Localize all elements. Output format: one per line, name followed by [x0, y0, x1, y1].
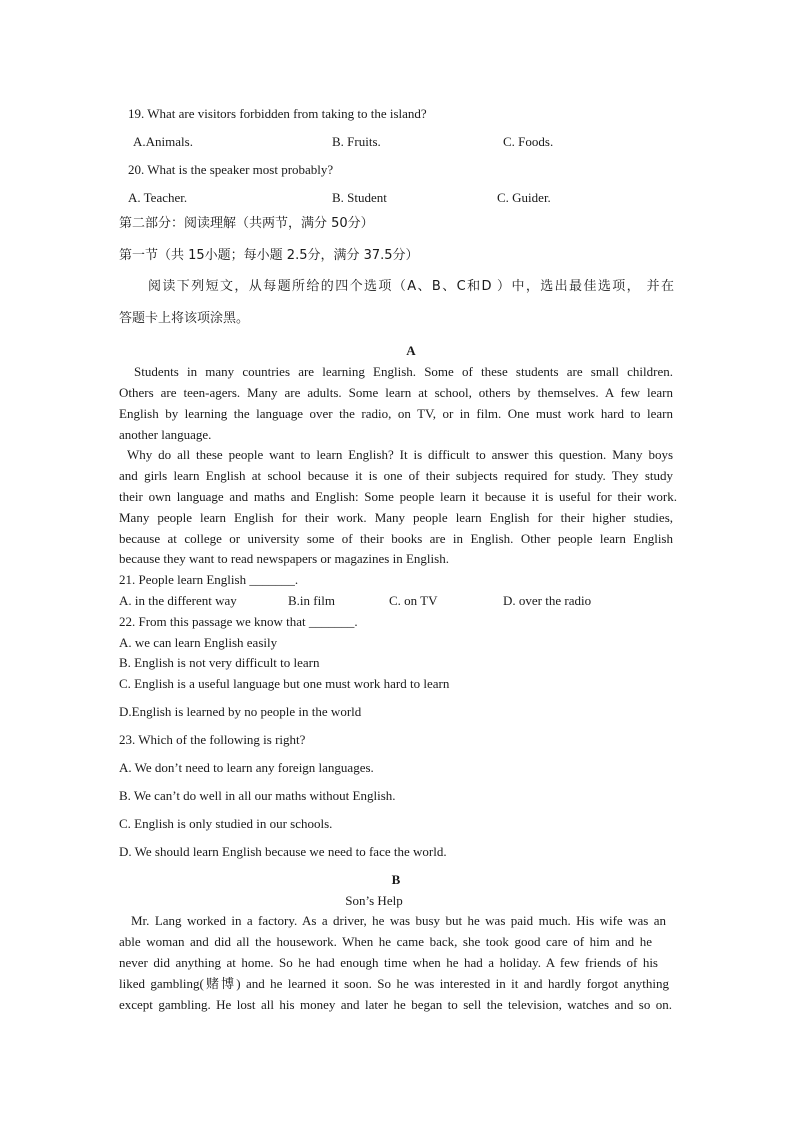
passage-a-line: because at college or university some of their books are in English. Other people learn English — [119, 531, 673, 546]
passage-a-line: English by learning the language over the radio, on TV, or in film. One must work hard to learn — [119, 406, 673, 421]
q21-option-d: D. over the radio — [503, 593, 592, 608]
passage-b-line: never did anything at home. So he had enough time when he had a holiday. A few friends of his — [119, 955, 658, 970]
passage-a-letter: A — [406, 343, 416, 358]
passage-b-line: liked gambling(赌博) and he learned it soon. So he was interested in it and hardly forgot anything — [119, 976, 669, 991]
passage-a-line: Students in many countries are learning English. Some of these students are small children. — [134, 364, 673, 379]
passage-a-line: Many people learn English for their work. Many people learn English for their higher studies, — [119, 510, 673, 525]
passage-a-line: their own language and maths and English: Some people learn it because it is useful for their work. — [119, 489, 677, 504]
q22-option-d: D.English is learned by no people in the world — [119, 704, 362, 719]
q20-option-b: B. Student — [332, 190, 387, 205]
question-21: 21. People learn English _______. — [119, 572, 299, 587]
reading-instruction-line-1: 阅读下列短文，从每题所给的四个选项（A、B、C和D ）中，选出最佳选项， 并在 — [148, 279, 674, 294]
passage-a-line: Why do all these people want to learn English? It is difficult to answer this question. Many boys — [127, 447, 673, 462]
passage-a-line: because they want to read newspapers or magazines in English. — [119, 551, 449, 566]
question-20: 20. What is the speaker most probably? — [128, 162, 334, 177]
q21-option-c: C. on TV — [389, 593, 438, 608]
passage-a-line: and girls learn English at school because it is one of their subjects required for study. They study — [119, 468, 673, 483]
passage-a-line: another language. — [119, 427, 212, 442]
section-2-title: 第二部分：阅读理解（共两节，满分 50分） — [119, 216, 374, 231]
question-22: 22. From this passage we know that _______. — [119, 614, 358, 629]
q22-option-a: A. we can learn English easily — [119, 635, 278, 650]
passage-b-line: except gambling. He lost all his money and later he began to sell the television, watches and so on. — [119, 997, 672, 1012]
q19-option-c: C. Foods. — [503, 134, 554, 149]
q21-option-a: A. in the different way — [119, 593, 237, 608]
q21-option-b: B.in film — [288, 593, 335, 608]
reading-instruction-line-2: 答题卡上将该项涂黑。 — [119, 311, 250, 326]
passage-a-line: Others are teen-agers. Many are adults. Some learn at school, others by themselves. A few learn — [119, 385, 673, 400]
q19-option-b: B. Fruits. — [332, 134, 381, 149]
q22-option-b: B. English is not very difficult to learn — [119, 655, 320, 670]
q23-option-a: A. We don’t need to learn any foreign languages. — [119, 760, 374, 775]
passage-b-title: Son’s Help — [345, 893, 403, 908]
q23-option-b: B. We can’t do well in all our maths without English. — [119, 788, 396, 803]
question-23: 23. Which of the following is right? — [119, 732, 306, 747]
passage-b-line: Mr. Lang worked in a factory. As a driver, he was busy but he was paid much. His wife was an — [131, 913, 666, 928]
q19-option-a: A.Animals. — [133, 134, 193, 149]
q23-option-c: C. English is only studied in our schools. — [119, 816, 333, 831]
section-2-subtitle: 第一节（共 15小题；每小题 2.5分，满分 37.5分） — [119, 248, 419, 263]
question-19: 19. What are visitors forbidden from taking to the island? — [128, 106, 427, 121]
passage-b-letter: B — [391, 872, 401, 887]
q20-option-c: C. Guider. — [497, 190, 551, 205]
passage-b-line: able woman and did all the housework. When he came back, she took good care of him and he — [119, 934, 652, 949]
q20-option-a: A. Teacher. — [128, 190, 188, 205]
q22-option-c: C. English is a useful language but one must work hard to learn — [119, 676, 450, 691]
q23-option-d: D. We should learn English because we need to face the world. — [119, 844, 447, 859]
